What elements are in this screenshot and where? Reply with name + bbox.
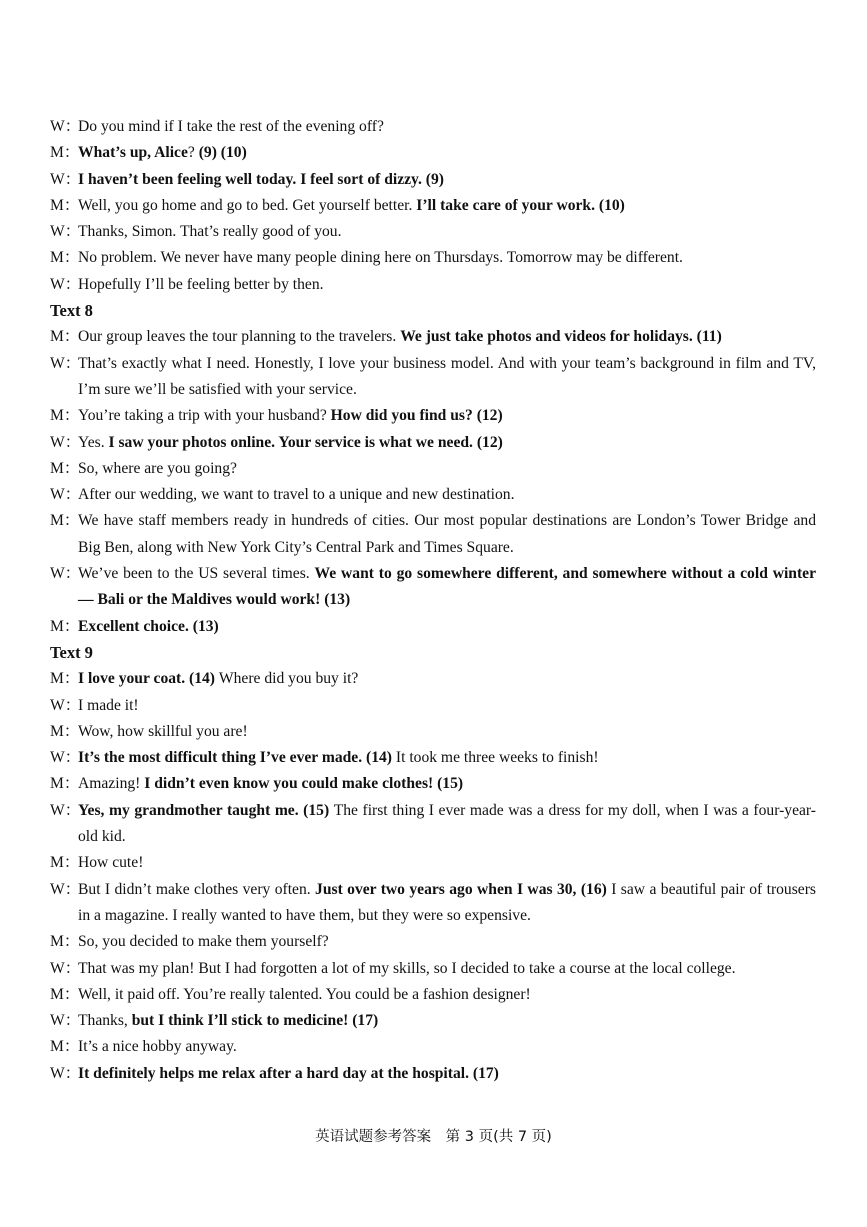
speaker-label: W：: [50, 118, 81, 135]
dialogue-line: [50, 430, 816, 456]
dialogue-text: The first thing I ever made was a dress for my doll, when I was a four-year-old kid.: [78, 801, 816, 846]
dialogue-line: [50, 561, 816, 614]
dialogue-line: [50, 219, 816, 245]
answer-text: but I think I’ll stick to medicine! (17): [131, 1012, 379, 1030]
dialogue-text: Do you mind if I take the rest of the evening off?: [78, 118, 384, 135]
dialogue-text: Wow, how skillful you are!: [78, 722, 248, 740]
dialogue-line: [50, 167, 816, 193]
dialogue-line: [50, 798, 816, 851]
answer-text: (9) (10): [198, 144, 247, 162]
speaker-label: W：: [50, 696, 81, 714]
speaker-label: M：: [50, 328, 80, 346]
dialogue-line: [50, 456, 816, 482]
dialogue-line: [50, 614, 816, 640]
dialogue-text: Yes.: [78, 433, 109, 451]
dialogue-line: [50, 482, 816, 508]
dialogue-text: But I didn’t make clothes very often.: [78, 880, 316, 898]
speaker-label: M：: [50, 459, 80, 477]
dialogue-line: [50, 508, 816, 561]
speaker-label: M：: [50, 1038, 80, 1056]
dialogue-line: [50, 324, 816, 350]
dialogue-text: That’s exactly what I need. Honestly, I love your business model. And with your team’s background in film and TV, I’m sure we’ll be satisfied with your service.: [78, 354, 816, 398]
answer-text: Just over two years ago when I was 30, (16): [315, 880, 612, 898]
dialogue-text: Hopefully I’ll be feeling better by then.: [78, 275, 324, 293]
speaker-label: M：: [50, 985, 80, 1003]
dialogue-line: [50, 771, 816, 797]
dialogue-line: [50, 719, 816, 745]
speaker-label: W：: [50, 433, 81, 451]
speaker-label: W：: [50, 223, 81, 241]
dialogue-text: That was my plan! But I had forgotten a lot of my skills, so I decided to take a course at the local college.: [78, 959, 736, 977]
dialogue-text: Well, you go home and go to bed. Get yourself better.: [78, 196, 417, 214]
dialogue-text: How cute!: [78, 854, 144, 872]
dialogue-text: We have staff members ready in hundreds of cities. Our most popular destinations are London’s Tower Bridge and Big Ben, along with New York City’s Central Park and Times Square.: [78, 512, 816, 556]
dialogue-text: It took me three weeks to finish!: [395, 749, 599, 767]
dialogue-text: Thanks, Simon. That’s really good of you.: [78, 223, 342, 241]
dialogue-text: I saw a beautiful pair of trousers in a magazine. I really wanted to have them, but they were so expensive.: [78, 880, 816, 924]
dialogue-text: Our group leaves the tour planning to the travelers.: [78, 328, 401, 346]
dialogue-line: [50, 114, 816, 140]
section-heading: Text 9: [50, 642, 93, 662]
dialogue-line: [50, 877, 816, 930]
dialogue-line: [50, 403, 816, 429]
dialogue-line: [50, 693, 816, 719]
speaker-label: W：: [50, 565, 81, 583]
dialogue-line: [50, 929, 816, 955]
dialogue-text: It’s a nice hobby anyway.: [78, 1038, 237, 1056]
speaker-label: W：: [50, 275, 81, 293]
dialogue-text: I made it!: [78, 696, 139, 714]
dialogue-text: So, you decided to make them yourself?: [78, 933, 329, 951]
dialogue-line: [50, 245, 816, 271]
dialogue-line: [50, 1034, 816, 1060]
dialogue-line: [50, 351, 816, 404]
dialogue-line: [50, 982, 816, 1008]
dialogue-text: So, where are you going?: [78, 459, 237, 477]
speaker-label: W：: [50, 1012, 81, 1030]
speaker-label: M：: [50, 854, 80, 872]
speaker-label: M：: [50, 722, 80, 740]
dialogue-line: [50, 193, 816, 219]
transcript-body: [50, 114, 816, 1087]
answer-text: We just take photos and videos for holidays. (11): [400, 328, 722, 346]
dialogue-text: Thanks,: [78, 1012, 132, 1030]
answer-text: Yes, my grandmother taught me. (15): [78, 801, 334, 819]
dialogue-line: [50, 272, 816, 298]
answer-text: I didn’t even know you could make clothes! (15): [144, 775, 464, 793]
dialogue-text: ?: [187, 144, 199, 162]
answer-text: What’s up, Alice: [78, 144, 188, 162]
dialogue-line: [50, 1008, 816, 1034]
speaker-label: M：: [50, 512, 80, 530]
speaker-label: W：: [50, 1064, 81, 1082]
answer-text: I’ll take care of your work. (10): [416, 196, 625, 214]
page-footer: 英语试题参考答案 第 3 页(共 7 页): [315, 1129, 552, 1145]
speaker-label: M：: [50, 775, 80, 793]
speaker-label: M：: [50, 670, 80, 688]
answer-text: How did you find us? (12): [330, 407, 503, 425]
dialogue-text: Well, it paid off. You’re really talented. You could be a fashion designer!: [78, 985, 531, 1003]
speaker-label: W：: [50, 170, 81, 188]
dialogue-text: Where did you buy it?: [218, 670, 359, 688]
dialogue-text: No problem. We never have many people dining here on Thursdays. Tomorrow may be different.: [78, 249, 683, 267]
dialogue-line: [50, 956, 816, 982]
speaker-label: M：: [50, 617, 80, 635]
speaker-label: M：: [50, 196, 80, 214]
answer-text: It definitely helps me relax after a hard day at the hospital. (17): [78, 1064, 499, 1082]
dialogue-line: [50, 140, 816, 166]
speaker-label: W：: [50, 749, 81, 767]
dialogue-line: [50, 850, 816, 876]
speaker-label: W：: [50, 486, 81, 504]
dialogue-line: [50, 666, 816, 692]
dialogue-text: We’ve been to the US several times.: [78, 565, 315, 583]
dialogue-line: [50, 745, 816, 771]
speaker-label: W：: [50, 880, 81, 898]
answer-text: I haven’t been feeling well today. I feel sort of dizzy. (9): [78, 170, 444, 188]
dialogue-text: After our wedding, we want to travel to a unique and new destination.: [78, 486, 515, 504]
speaker-label: M：: [50, 407, 80, 425]
speaker-label: W：: [50, 801, 81, 819]
answer-text: Excellent choice. (13): [78, 617, 219, 635]
speaker-label: M：: [50, 249, 80, 267]
speaker-label: M：: [50, 933, 80, 951]
dialogue-line: [50, 1061, 816, 1087]
answer-text: I saw your photos online. Your service is what we need. (12): [108, 433, 503, 451]
speaker-label: M：: [50, 144, 80, 162]
answer-text: I love your coat. (14): [78, 670, 219, 688]
speaker-label: W：: [50, 354, 81, 372]
answer-text: It’s the most difficult thing I’ve ever made. (14): [78, 749, 396, 767]
speaker-label: W：: [50, 959, 81, 977]
answer-text: We want to go somewhere different, and somewhere without a cold winter — Bali or the Maldives would work! (13): [78, 565, 816, 609]
section-heading: Text 8: [50, 301, 93, 321]
dialogue-text: You’re taking a trip with your husband?: [78, 407, 331, 425]
dialogue-text: Amazing!: [78, 775, 145, 793]
